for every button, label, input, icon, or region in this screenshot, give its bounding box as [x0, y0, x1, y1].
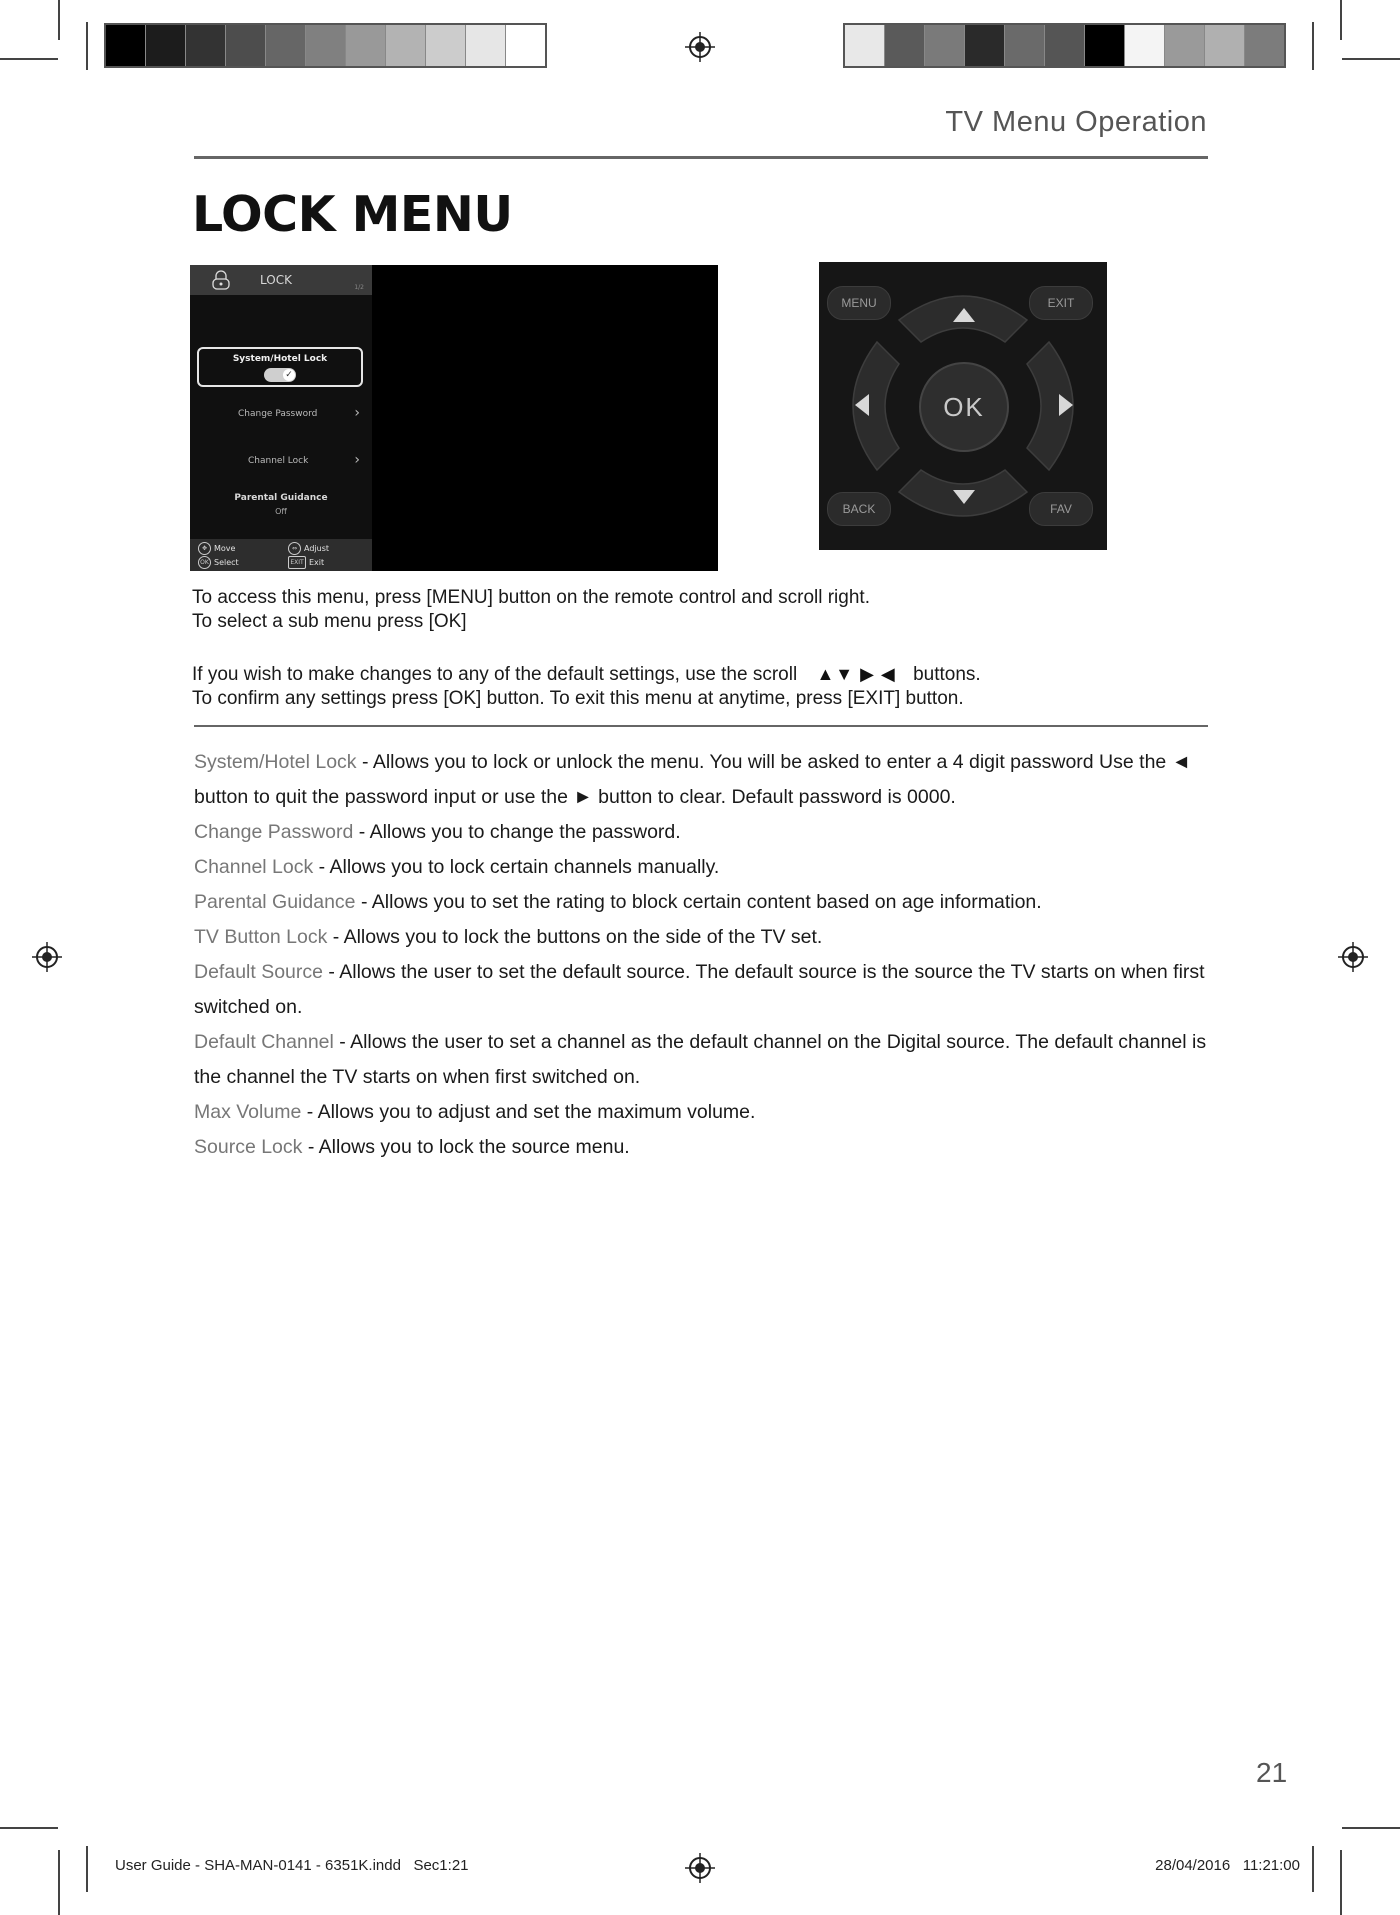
up-arrow-icon[interactable]: [953, 308, 975, 322]
color-swatch: [1005, 25, 1045, 66]
color-bar-right: [843, 23, 1286, 68]
system-hotel-lock-item[interactable]: [197, 347, 363, 387]
system-hotel-lock-toggle[interactable]: [264, 368, 296, 382]
feature-description: [194, 1095, 1214, 1130]
feature-term: Max Volume: [194, 1101, 302, 1123]
feature-description: [194, 850, 1214, 885]
move-hint: ✥ Move: [198, 542, 235, 555]
left-arrow-icon[interactable]: [855, 394, 869, 416]
feature-text: - Allows you to lock or unlock the menu. You will be asked to enter a 4 digit password Use the ◄ button to quit the password input or use the ► button to clear. Default password is 0000.: [194, 751, 1191, 808]
crop-mark: [1340, 1850, 1342, 1915]
exit-hint: EXIT Exit: [288, 556, 324, 569]
instruction-line-1: To access this menu, press [MENU] button on the remote control and scroll right.: [192, 587, 870, 608]
crop-mark: [58, 0, 60, 40]
feature-term: Channel Lock: [194, 856, 314, 878]
back-button[interactable]: BACK: [827, 492, 891, 526]
page-title: LOCK MENU: [192, 186, 513, 243]
parental-guidance-value: Off: [275, 507, 287, 516]
tv-screen-image: [190, 265, 718, 571]
header-rule: [194, 156, 1208, 159]
crop-mark: [1340, 0, 1342, 40]
feature-term: System/Hotel Lock: [194, 751, 357, 773]
crop-mark: [1342, 1827, 1400, 1829]
slug-timestamp: 28/04/2016 11:21:00: [1155, 1857, 1300, 1874]
color-swatch: [1045, 25, 1085, 66]
feature-description: [194, 745, 1214, 815]
tv-hint-bar: [190, 539, 372, 571]
dpad-icon: ✥: [198, 542, 211, 555]
feature-text: - Allows the user to set a channel as the default channel on the Digital source. The default channel is the channel the TV starts on when first switched on.: [194, 1031, 1207, 1088]
feature-term: Source Lock: [194, 1136, 303, 1158]
color-swatch: [226, 25, 266, 66]
ok-button[interactable]: OK: [919, 362, 1009, 452]
color-swatch: [845, 25, 885, 66]
feature-text: - Allows you to change the password.: [353, 821, 681, 843]
feature-description: [194, 955, 1214, 1025]
color-swatch: [1205, 25, 1245, 66]
instructions-rule: [194, 725, 1208, 727]
lock-menu-panel: [190, 265, 372, 571]
ok-icon: OK: [198, 556, 211, 569]
registration-mark-icon: [685, 1853, 715, 1883]
color-swatch: [1165, 25, 1205, 66]
chevron-right-icon: ›: [354, 452, 360, 468]
instruction-line-3: If you wish to make changes to any of the default settings, use the scroll ▲▼ ▶ ◀ buttons.: [192, 664, 981, 685]
feature-term: Default Source: [194, 961, 323, 983]
color-swatch: [925, 25, 965, 66]
color-swatch: [306, 25, 346, 66]
exit-icon: EXIT: [288, 556, 306, 569]
feature-term: TV Button Lock: [194, 926, 328, 948]
color-swatch: [426, 25, 466, 66]
feature-text: - Allows you to lock the source menu.: [302, 1136, 630, 1158]
exit-button[interactable]: EXIT: [1029, 286, 1093, 320]
crop-mark: [58, 1850, 60, 1915]
parental-guidance-label: Parental Guidance: [234, 493, 328, 503]
crop-mark: [1342, 58, 1400, 60]
right-arrow-icon[interactable]: [1059, 394, 1073, 416]
color-swatch: [266, 25, 306, 66]
feature-term: Change Password: [194, 821, 354, 843]
feature-description-list: [194, 745, 1214, 1165]
feature-text: - Allows you to lock certain channels manually.: [313, 856, 720, 878]
feature-description: [194, 815, 1214, 850]
color-swatch: [965, 25, 1005, 66]
crop-mark: [86, 1846, 88, 1892]
feature-description: [194, 1025, 1214, 1095]
crop-mark: [0, 58, 58, 60]
registration-mark-icon: [32, 942, 62, 972]
feature-description: [194, 1130, 1214, 1165]
scroll-arrows-icon: ▲▼ ▶ ◀: [816, 664, 896, 684]
lock-icon: [210, 269, 232, 291]
feature-text: - Allows you to adjust and set the maximum volume.: [301, 1101, 756, 1123]
left-right-icon: ⇔: [288, 542, 301, 555]
color-swatch: [146, 25, 186, 66]
page-number: 21: [1256, 1757, 1288, 1788]
feature-description: [194, 885, 1214, 920]
color-swatch: [1085, 25, 1125, 66]
color-swatch: [386, 25, 426, 66]
feature-text: - Allows you to lock the buttons on the side of the TV set.: [327, 926, 823, 948]
color-swatch: [346, 25, 386, 66]
slug-file-info: User Guide - SHA-MAN-0141 - 6351K.indd Sec1:21: [115, 1857, 469, 1874]
feature-description: [194, 920, 1214, 955]
registration-mark-icon: [685, 32, 715, 62]
color-swatch: [186, 25, 226, 66]
section-title: TV Menu Operation: [945, 106, 1207, 138]
crop-mark: [0, 1827, 58, 1829]
parental-guidance-item[interactable]: [190, 493, 372, 516]
color-swatch: [106, 25, 146, 66]
color-swatch: [466, 25, 506, 66]
crop-mark: [1312, 1846, 1314, 1892]
system-hotel-lock-label: System/Hotel Lock: [232, 354, 328, 364]
chevron-right-icon: ›: [354, 405, 360, 421]
color-swatch: [506, 25, 545, 66]
color-swatch: [1125, 25, 1165, 66]
check-icon: ✓: [283, 369, 295, 381]
channel-lock-item[interactable]: [190, 454, 372, 470]
feature-term: Default Channel: [194, 1031, 334, 1053]
change-password-item[interactable]: [190, 407, 372, 423]
crop-mark: [86, 22, 88, 70]
color-bar-left: [104, 23, 547, 68]
down-arrow-icon[interactable]: [953, 490, 975, 504]
registration-mark-icon: [1338, 942, 1368, 972]
instructions-block-2: [192, 662, 981, 711]
feature-text: - Allows the user to set the default source. The default source is the source the TV starts on when first switched on.: [194, 961, 1205, 1018]
page-indicator: 1/2: [354, 283, 364, 291]
menu-button[interactable]: MENU: [827, 286, 891, 320]
instruction-line-2: To select a sub menu press [OK]: [192, 611, 467, 632]
feature-term: Parental Guidance: [194, 891, 356, 913]
crop-mark: [1312, 22, 1314, 70]
select-hint: OK Select: [198, 556, 239, 569]
color-swatch: [885, 25, 925, 66]
remote-control-image: [819, 262, 1107, 550]
instructions-block-1: [192, 586, 870, 634]
instruction-line-4: To confirm any settings press [OK] button. To exit this menu at anytime, press [EXIT] button.: [192, 688, 964, 709]
lock-menu-header: [190, 265, 372, 295]
fav-button[interactable]: FAV: [1029, 492, 1093, 526]
feature-text: - Allows you to set the rating to block certain content based on age information.: [355, 891, 1042, 913]
color-swatch: [1245, 25, 1284, 66]
channel-lock-label: Channel Lock: [248, 456, 309, 466]
lock-menu-title: LOCK: [260, 273, 292, 287]
adjust-hint: ⇔ Adjust: [288, 542, 329, 555]
change-password-label: Change Password: [238, 409, 318, 419]
